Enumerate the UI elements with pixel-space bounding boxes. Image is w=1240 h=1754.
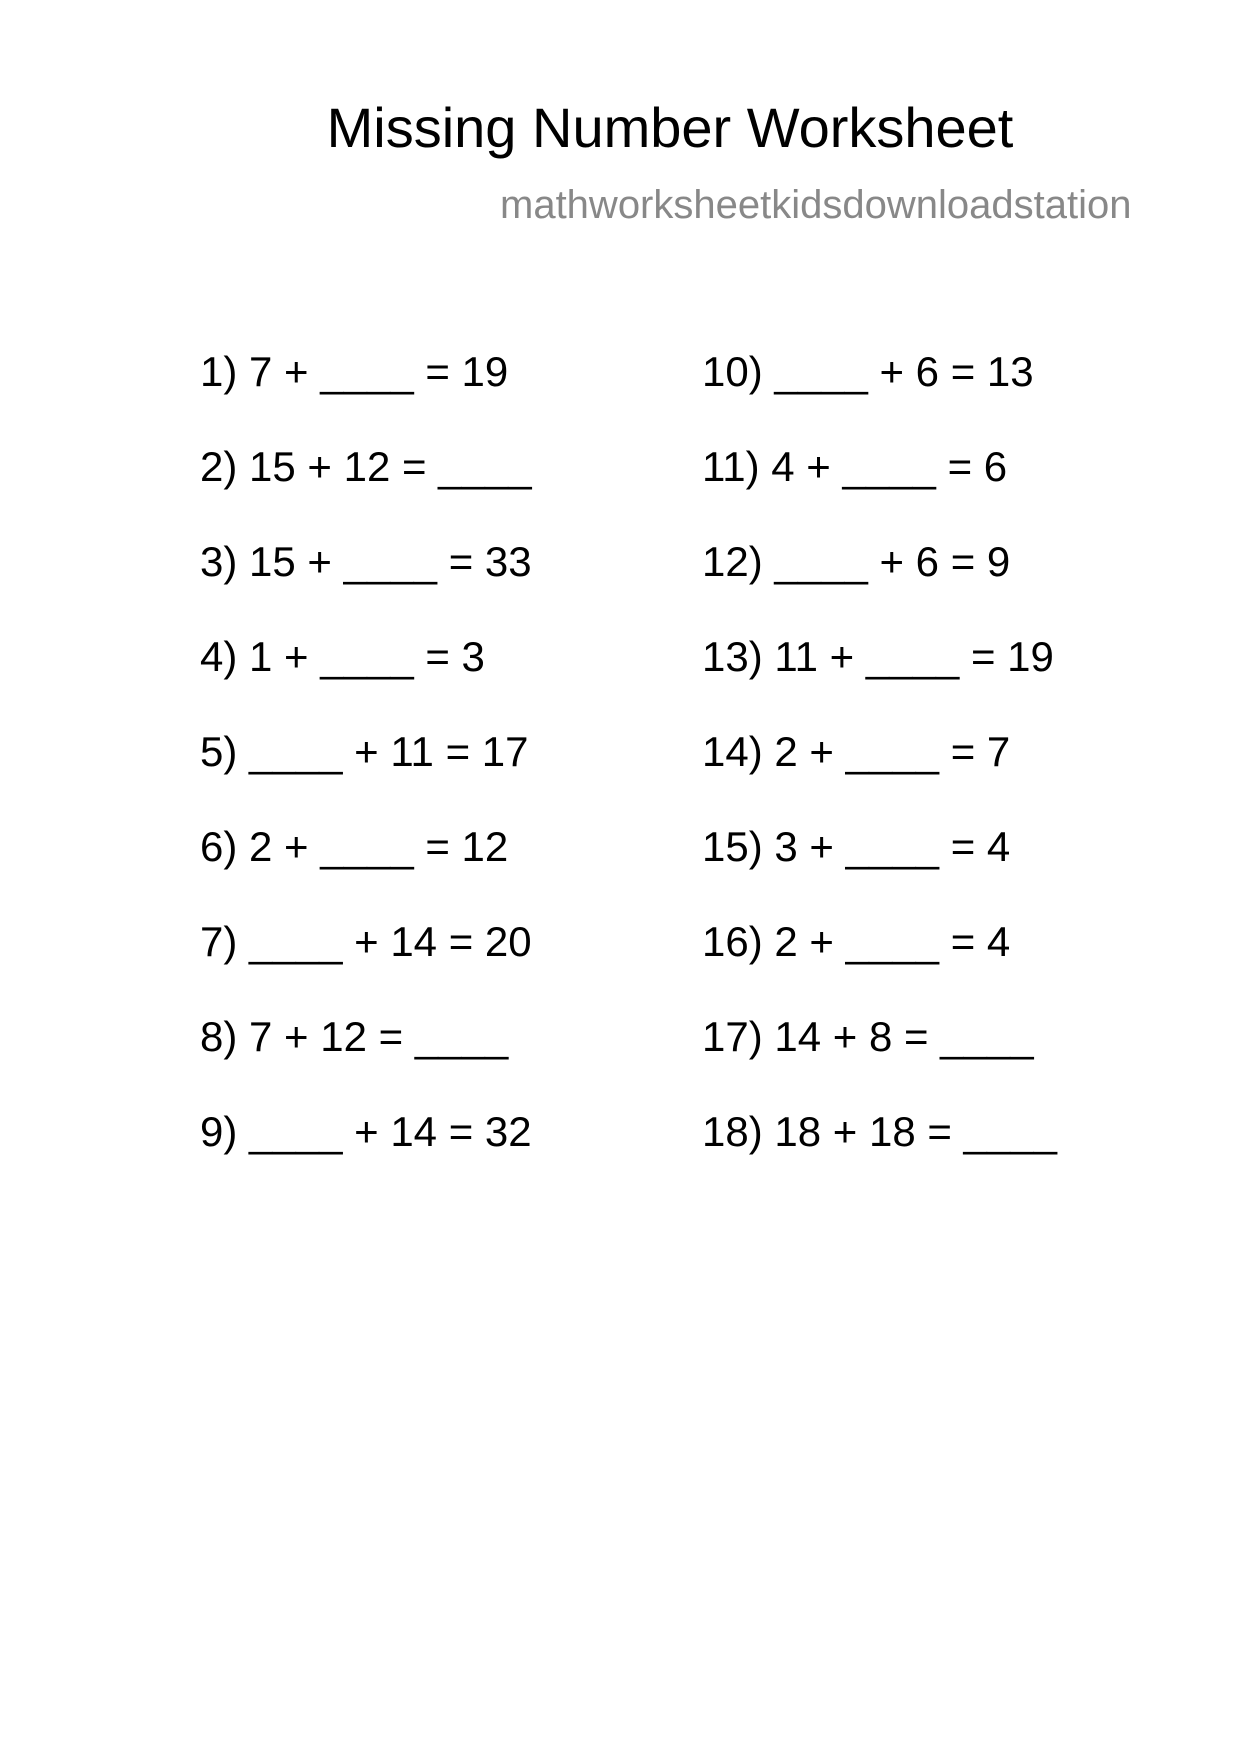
worksheet-source: mathworksheetkidsdownloadstation [500,183,1132,227]
problem-12: 12) ____ + 6 = 9 [702,538,1011,585]
problem-18: 18) 18 + 18 = ____ [702,1108,1057,1155]
problem-16: 16) 2 + ____ = 4 [702,918,1011,965]
problem-4: 4) 1 + ____ = 3 [200,633,485,680]
problem-column-right [702,348,1057,1203]
problem-6: 6) 2 + ____ = 12 [200,823,509,870]
problem-7: 7) ____ + 14 = 20 [200,918,532,965]
problem-2: 2) 15 + 12 = ____ [200,443,532,490]
problem-5: 5) ____ + 11 = 17 [200,728,529,775]
problem-8: 8) 7 + 12 = ____ [200,1013,509,1060]
problem-column-left [200,348,532,1203]
problem-9: 9) ____ + 14 = 32 [200,1108,532,1155]
problem-14: 14) 2 + ____ = 7 [702,728,1011,775]
problem-13: 13) 11 + ____ = 19 [702,633,1054,680]
problem-11: 11) 4 + ____ = 6 [702,443,1008,490]
problem-3: 3) 15 + ____ = 33 [200,538,532,585]
problem-15: 15) 3 + ____ = 4 [702,823,1011,870]
problem-1: 1) 7 + ____ = 19 [200,348,509,395]
problem-17: 17) 14 + 8 = ____ [702,1013,1034,1060]
problem-10: 10) ____ + 6 = 13 [702,348,1034,395]
worksheet-title: Missing Number Worksheet [326,96,1014,159]
